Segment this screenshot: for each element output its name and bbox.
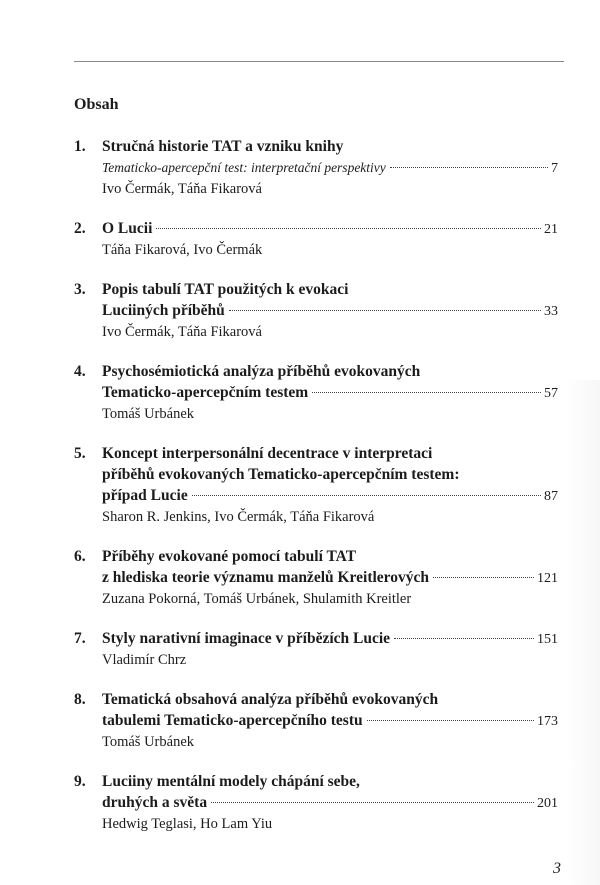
entry-title: příběhů evokovaných Tematicko-apercepčním testem: — [102, 466, 460, 483]
entry-number: 8. — [74, 691, 86, 708]
entry-title: Styly narativní imaginace v příbězích Lucie — [102, 630, 391, 647]
entry-authors: Sharon R. Jenkins, Ivo Čermák, Táňa Fikarová — [102, 509, 375, 525]
table-of-contents — [74, 136, 558, 853]
toc-heading: Obsah — [74, 96, 119, 113]
entry-line-with-page — [102, 628, 558, 650]
entry-title: Popis tabulí TAT použitých k evokaci — [102, 281, 349, 298]
entry-title: Stručná historie TAT a vzniku knihy — [102, 138, 344, 155]
entry-number: 1. — [74, 138, 86, 155]
entry-authors: Ivo Čermák, Táňa Fikarová — [102, 181, 262, 197]
entry-title: druhých a světa — [102, 794, 208, 811]
entry-page-number: 33 — [544, 304, 558, 319]
dot-leader — [229, 310, 541, 311]
entry-authors: Ivo Čermák, Táňa Fikarová — [102, 324, 262, 340]
toc-entry — [74, 361, 558, 424]
entry-title: Psychosémiotická analýza příběhů evokovaných — [102, 363, 421, 380]
dot-leader — [433, 577, 534, 578]
entry-page-number: 201 — [537, 796, 558, 811]
entry-title: z hlediska teorie významu manželů Kreitlerových — [102, 569, 430, 586]
entry-authors: Vladimír Chrz — [102, 652, 187, 668]
entry-subtitle: Tematicko-apercepční test: interpretační perspektivy — [102, 160, 386, 175]
toc-entry — [74, 771, 558, 834]
toc-entry — [74, 136, 558, 199]
toc-entry — [74, 546, 558, 609]
dot-leader — [156, 228, 541, 229]
entry-authors: Tomáš Urbánek — [102, 734, 194, 750]
entry-page-number: 21 — [544, 222, 558, 237]
entry-authors: Zuzana Pokorná, Tomáš Urbánek, Shulamith Kreitler — [102, 591, 412, 607]
entry-title: Koncept interpersonální decentrace v interpretaci — [102, 445, 433, 462]
entry-authors: Táňa Fikarová, Ivo Čermák — [102, 242, 263, 258]
entry-page-number: 87 — [544, 489, 558, 504]
entry-line-with-page — [102, 218, 558, 240]
dot-leader — [312, 392, 541, 393]
entry-title: Tematicko-apercepčním testem — [102, 384, 309, 401]
entry-title: Luciiných příběhů — [102, 302, 225, 319]
entry-authors: Tomáš Urbánek — [102, 406, 194, 422]
entry-line-with-page — [102, 300, 558, 322]
entry-line-with-page — [102, 382, 558, 404]
entry-line-with-page — [102, 157, 558, 179]
entry-title: tabulemi Tematicko-apercepčního testu — [102, 712, 363, 729]
entry-number: 6. — [74, 548, 86, 565]
entry-number: 7. — [74, 630, 86, 647]
entry-number: 2. — [74, 220, 86, 237]
entry-title: Luciiny mentální modely chápání sebe, — [102, 773, 360, 790]
dot-leader — [394, 638, 534, 639]
entry-title: O Lucii — [102, 220, 153, 237]
entry-line-with-page — [102, 567, 558, 589]
dot-leader — [192, 495, 541, 496]
entry-page-number: 7 — [551, 161, 558, 176]
entry-number: 4. — [74, 363, 86, 380]
entry-page-number: 121 — [537, 571, 558, 586]
entry-page-number: 173 — [537, 714, 558, 729]
entry-number: 9. — [74, 773, 86, 790]
dot-leader — [211, 802, 534, 803]
entry-authors: Hedwig Teglasi, Ho Lam Yiu — [102, 816, 273, 832]
page-edge-shadow — [566, 380, 600, 885]
entry-number: 3. — [74, 281, 86, 298]
dot-leader — [390, 167, 548, 168]
page-number: 3 — [553, 860, 561, 877]
entry-page-number: 151 — [537, 632, 558, 647]
toc-entry — [74, 279, 558, 342]
entry-line-with-page — [102, 792, 558, 814]
toc-entry — [74, 689, 558, 752]
entry-line-with-page — [102, 710, 558, 732]
entry-page-number: 57 — [544, 386, 558, 401]
entry-title: Tematická obsahová analýza příběhů evokovaných — [102, 691, 439, 708]
entry-line-with-page — [102, 485, 558, 507]
toc-entry — [74, 443, 558, 527]
entry-number: 5. — [74, 445, 86, 462]
top-rule — [74, 61, 564, 62]
entry-title: případ Lucie — [102, 487, 188, 504]
toc-entry — [74, 218, 558, 260]
dot-leader — [367, 720, 534, 721]
entry-title: Příběhy evokované pomocí tabulí TAT — [102, 548, 357, 565]
toc-entry — [74, 628, 558, 670]
